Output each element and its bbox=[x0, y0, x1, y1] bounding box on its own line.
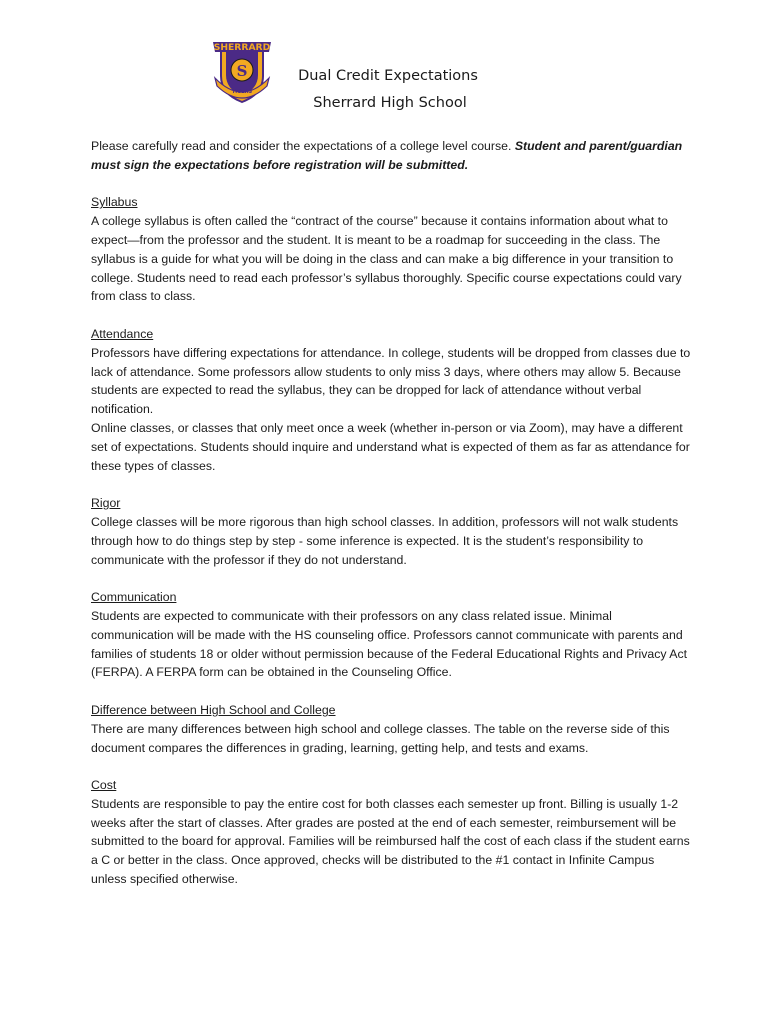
logo-motto: TIGERS bbox=[231, 89, 253, 95]
school-crest-logo bbox=[207, 32, 277, 104]
intro-text: Please carefully read and consider the expectations of a college level course. bbox=[91, 139, 515, 153]
section-heading: Rigor bbox=[91, 496, 121, 511]
school-name: Sherrard High School bbox=[313, 95, 467, 111]
section-heading: Attendance bbox=[91, 326, 154, 341]
section-paragraph: Students are responsible to pay the entire cost for both classes each semester up front. Billing is usually 1-2 weeks after the start of classes. After grades are posted at the end of each semester, reimbursement will be submitted to the board for approval. Families will be reimbursed half the cost of each class if the student earns a C or better in the class. Once approved, checks will be distributed to the #1 contact in Infinite Campus unless specified otherwise. bbox=[91, 796, 690, 887]
section-communication bbox=[91, 588, 691, 682]
section-rigor bbox=[91, 494, 691, 569]
logo-letter: S bbox=[236, 62, 248, 80]
intro-emphasis: Student and parent/guardian must sign the expectations before registration will be submitted. bbox=[91, 139, 683, 172]
section-heading: Cost bbox=[91, 778, 117, 793]
section-heading: Communication bbox=[91, 590, 177, 605]
section-attendance bbox=[91, 325, 691, 475]
section-paragraph: College classes will be more rigorous than high school classes. In addition, professors will not walk students through how to do things step by step - some inference is expected. It is the student’s responsibility to communicate with the professor if they do not understand. bbox=[91, 514, 679, 567]
section-cost bbox=[91, 776, 691, 889]
section-syllabus bbox=[91, 193, 691, 306]
section-paragraph: Online classes, or classes that only meet once a week (whether in-person or via Zoom), may have a different set of expectations. Students should inquire and understand what is expected of them as far as attendance for these types of classes. bbox=[91, 420, 690, 473]
section-paragraph: A college syllabus is often called the “contract of the course” because it contains information about what to expect—from the professor and the student. It is meant to be a roadmap for succeeding in the class. The syllabus is a guide for what you will be doing in the class and can make a big difference in your transition to college. Students need to read each professor’s syllabus thoroughly. Specific course expectations could vary from class to class. bbox=[91, 214, 682, 304]
section-paragraph: Professors have differing expectations for attendance. In college, students will be dropped from classes due to lack of attendance. Some professors allow students to only miss 3 days, where others may allow 5. Because students are expected to read the syllabus, they can be dropped for lack of attendance without verbal notification. bbox=[91, 345, 691, 417]
document-title: Dual Credit Expectations bbox=[298, 68, 478, 84]
section-heading: Difference between High School and College bbox=[91, 702, 336, 717]
section-difference bbox=[91, 701, 691, 757]
document-header bbox=[293, 66, 483, 113]
intro-paragraph bbox=[91, 137, 691, 175]
section-paragraph: Students are expected to communicate with their professors on any class related issue. Minimal communication will be made with the HS counseling office. Professors cannot communicate with parents and families of students 18 or older without permission because of the Federal Educational Rights and Privacy Act (FERPA). A FERPA form can be obtained in the Counseling Office. bbox=[91, 608, 688, 680]
document-body bbox=[91, 137, 691, 889]
logo-wordmark: SHERRARD bbox=[213, 42, 271, 53]
section-heading: Syllabus bbox=[91, 195, 138, 210]
section-paragraph: There are many differences between high school and college classes. The table on the reverse side of this document compares the differences in grading, learning, getting help, and tests and exams. bbox=[91, 721, 670, 755]
